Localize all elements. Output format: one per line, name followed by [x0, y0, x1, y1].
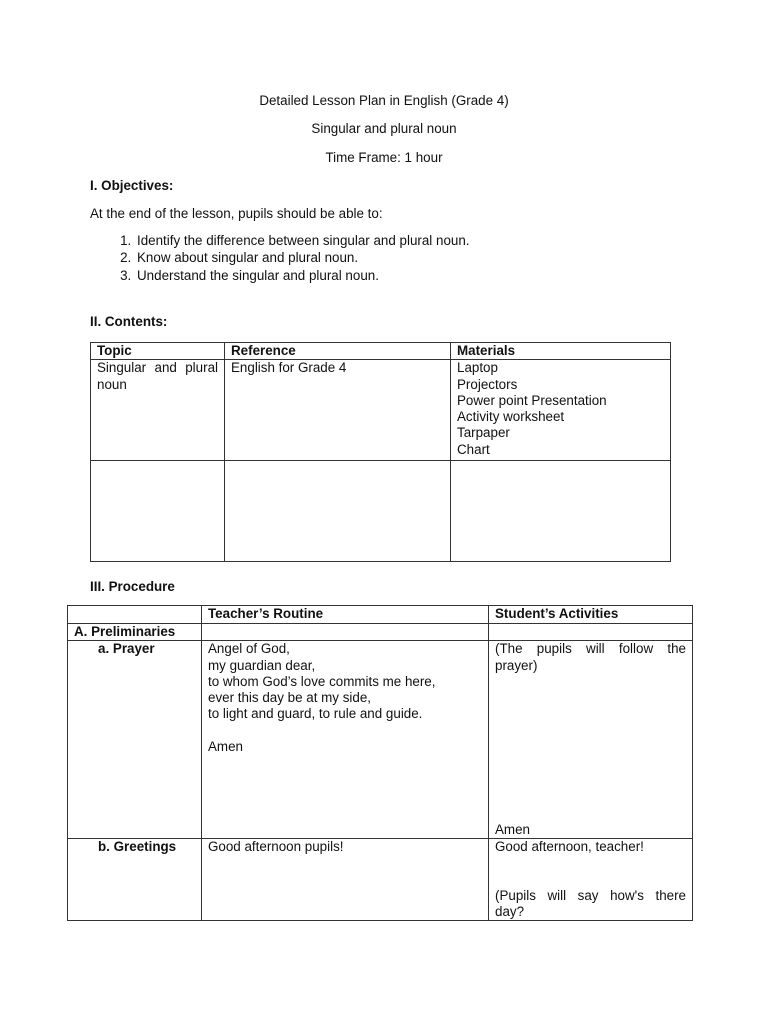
greetings-label: b. Greetings — [68, 839, 202, 921]
objectives-heading: I. Objectives: — [90, 178, 174, 193]
material-item: Laptop — [457, 360, 498, 376]
table-row-empty — [91, 461, 671, 562]
prayer-line: ever this day be at my side, — [208, 690, 371, 706]
list-item: 2. Know about singular and plural noun. — [135, 249, 470, 266]
material-item: Projectors — [457, 376, 518, 392]
cell-topic: Singular and plural noun — [91, 360, 225, 461]
material-item: Tarpaper — [457, 425, 510, 441]
table-row — [91, 360, 671, 461]
table-row — [68, 624, 693, 641]
greetings-teacher: Good afternoon pupils! — [202, 839, 489, 921]
empty-cell — [202, 624, 489, 641]
table-row-prayer — [68, 641, 693, 839]
cell-reference: English for Grade 4 — [225, 360, 451, 461]
material-item: Power point Presentation — [457, 392, 607, 408]
table-header-row — [68, 606, 693, 624]
prayer-amen: Amen — [208, 738, 243, 754]
page-title: Detailed Lesson Plan in English (Grade 4) — [259, 93, 509, 108]
empty-cell — [451, 461, 671, 562]
header-student-activities: Student’s Activities — [489, 606, 693, 624]
list-item: 3. Understand the singular and plural noun. — [135, 267, 470, 284]
material-item: Activity worksheet — [457, 409, 565, 425]
greetings-student-note: (Pupils will say how's there day? — [495, 887, 686, 919]
objectives-intro: At the end of the lesson, pupils should be able to: — [90, 206, 383, 221]
table-row-greetings — [68, 839, 693, 921]
contents-heading: II. Contents: — [90, 314, 168, 329]
greetings-student — [489, 839, 693, 921]
prayer-line: to whom God’s love commits me here, — [208, 673, 436, 689]
prayer-student-text: (The pupils will follow the prayer) — [495, 641, 686, 673]
prayer-label: a. Prayer — [68, 641, 202, 839]
lesson-topic: Singular and plural noun — [311, 121, 457, 136]
section-preliminaries: A. Preliminaries — [68, 624, 202, 641]
student-amen: Amen — [495, 822, 530, 837]
material-item: Chart — [457, 441, 490, 457]
empty-cell — [91, 461, 225, 562]
header-teacher-routine: Teacher’s Routine — [202, 606, 489, 624]
list-item: 1. Identify the difference between singular and plural noun. — [135, 232, 470, 249]
header-reference: Reference — [225, 343, 451, 360]
time-frame: Time Frame: 1 hour — [325, 150, 443, 165]
contents-table — [90, 342, 671, 562]
objectives-list — [90, 232, 470, 284]
procedure-table — [67, 605, 693, 921]
prayer-line: Angel of God, — [208, 641, 290, 657]
empty-cell — [489, 624, 693, 641]
procedure-heading: III. Procedure — [90, 579, 175, 594]
header-topic: Topic — [91, 343, 225, 360]
prayer-line: my guardian dear, — [208, 657, 316, 673]
prayer-line: to light and guard, to rule and guide. — [208, 706, 423, 722]
header-blank — [68, 606, 202, 624]
cell-materials — [451, 360, 671, 461]
prayer-student — [489, 641, 693, 839]
header-materials: Materials — [451, 343, 671, 360]
empty-cell — [225, 461, 451, 562]
table-header-row — [91, 343, 671, 360]
greetings-student-reply: Good afternoon, teacher! — [495, 839, 644, 855]
prayer-teacher — [202, 641, 489, 839]
